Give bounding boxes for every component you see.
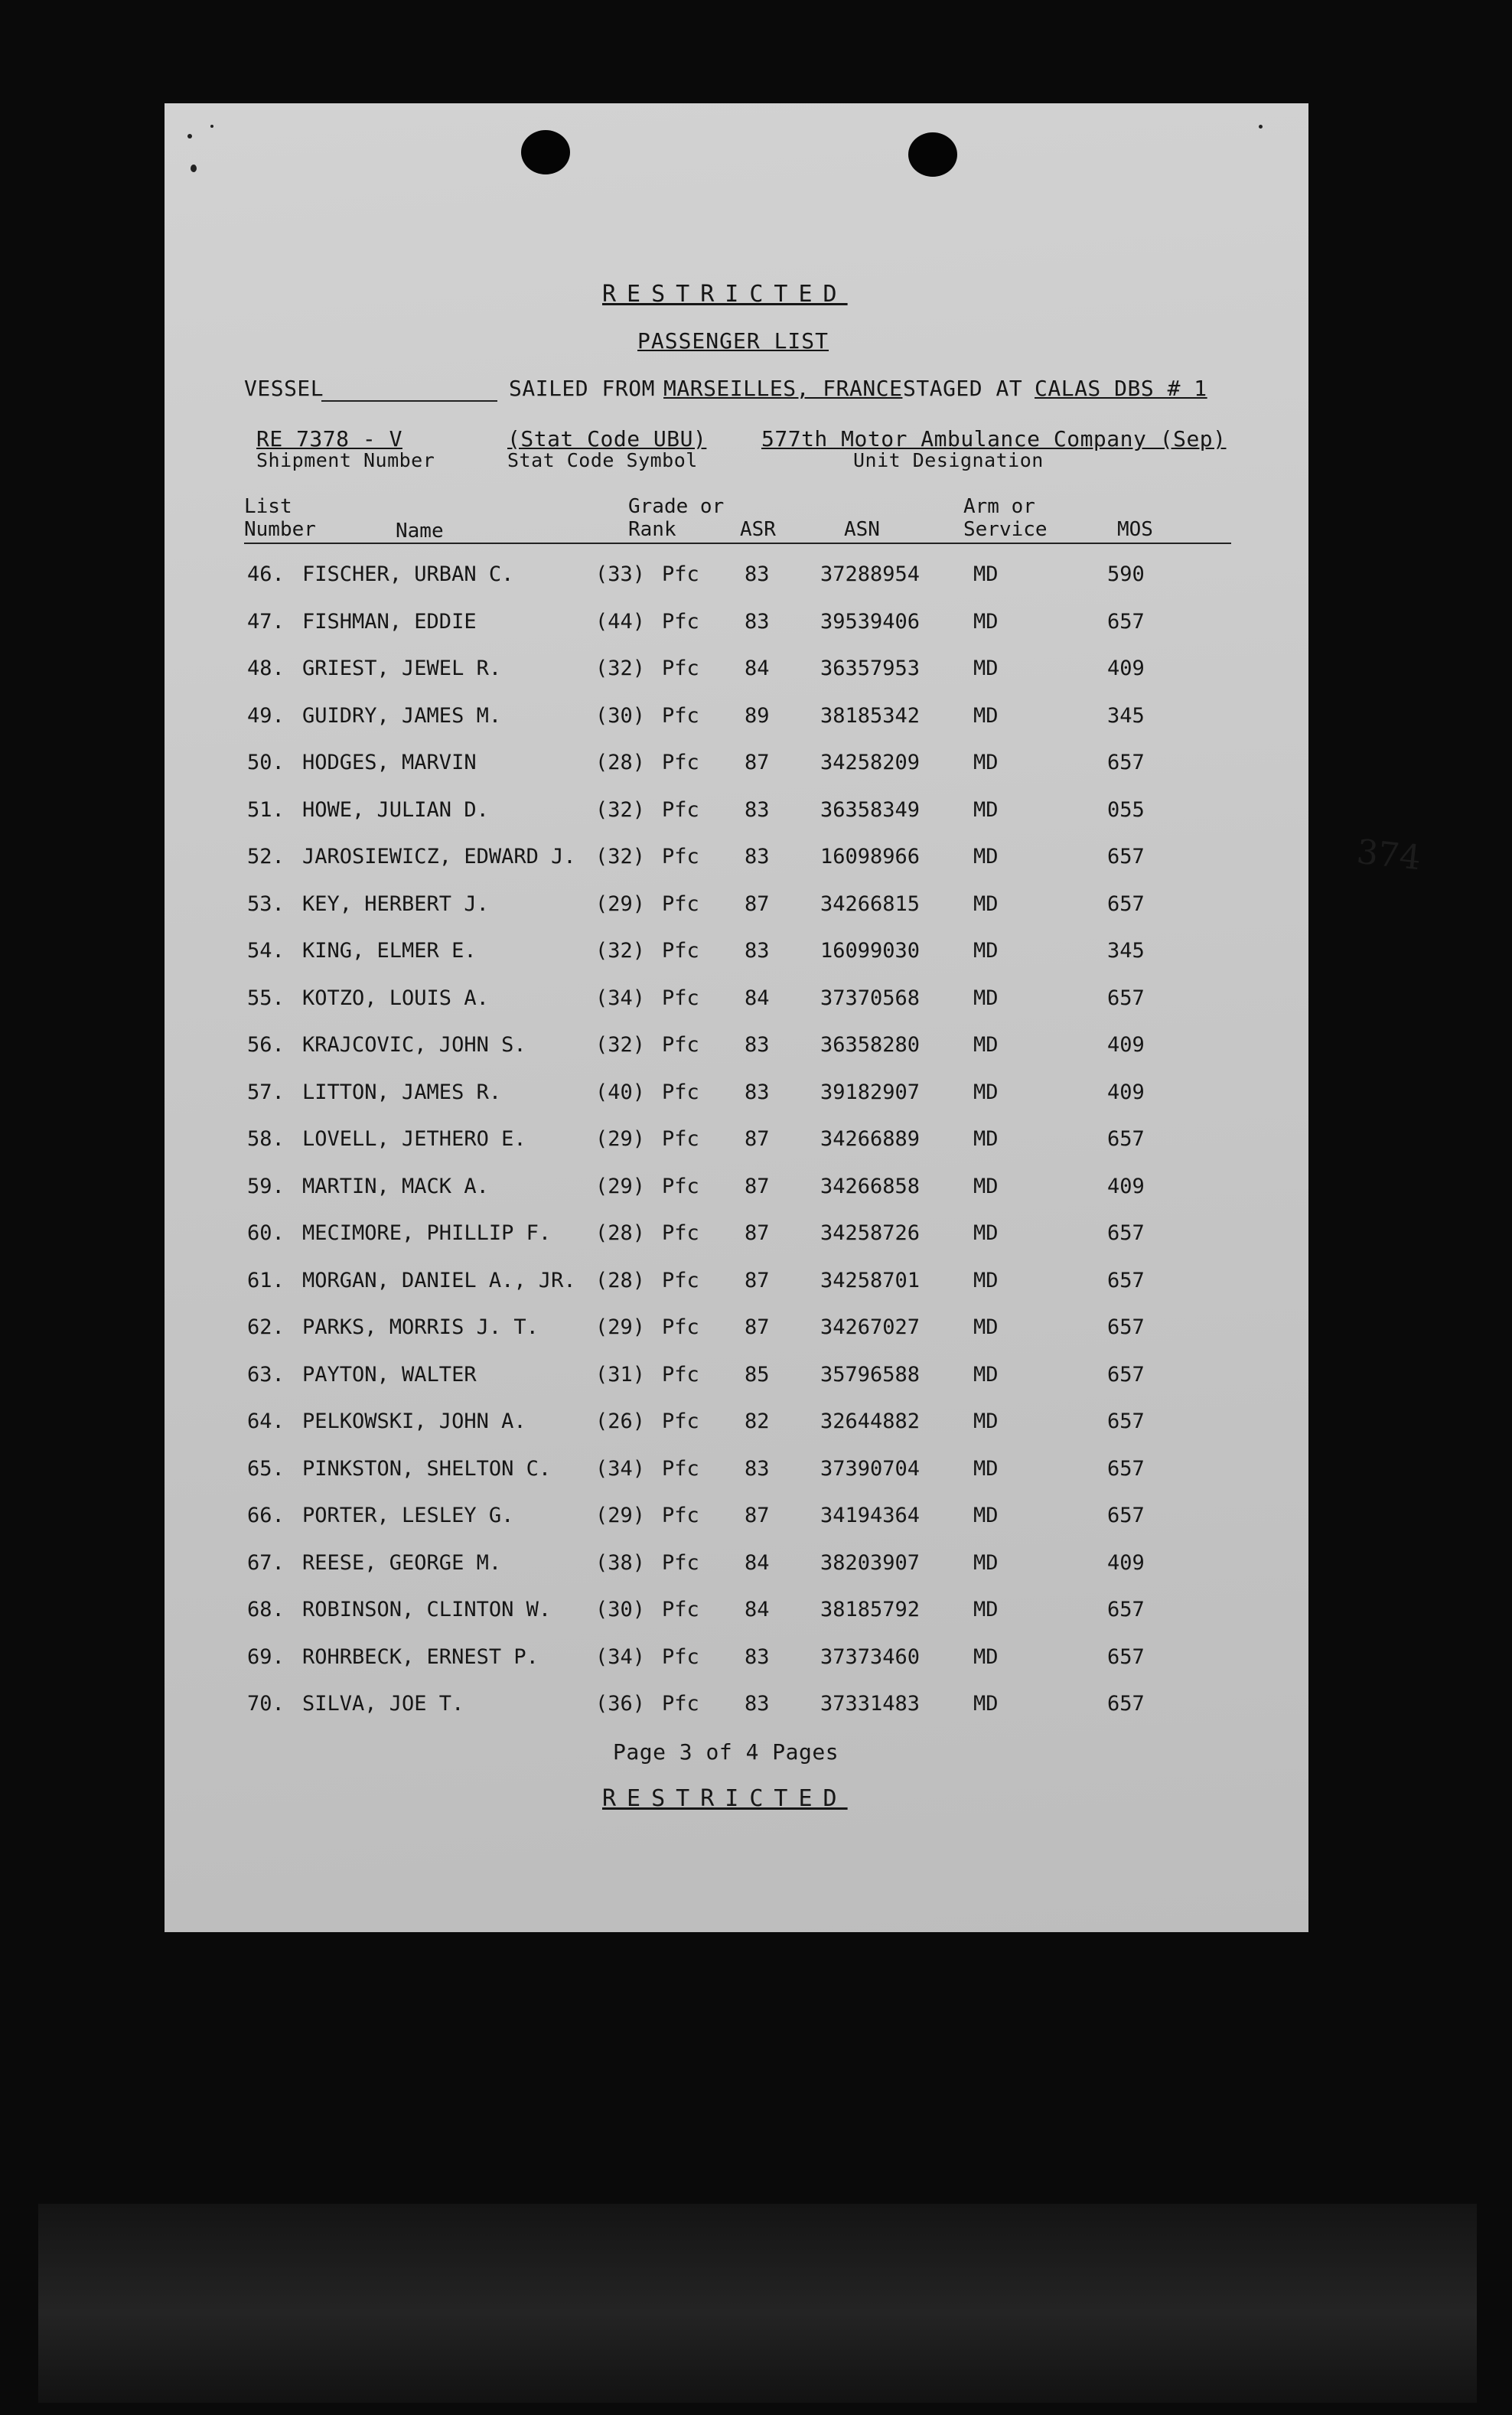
mos-cell: 657: [1107, 1644, 1145, 1669]
rank-cell: Pfc: [662, 1504, 699, 1527]
arm-service-cell: MD: [973, 1174, 999, 1198]
asn-cell: 38203907: [820, 1550, 921, 1575]
table-row: [165, 845, 1308, 875]
rank-cell: Pfc: [662, 891, 699, 916]
col-name: Name: [396, 520, 444, 543]
header-rule: [244, 543, 1231, 544]
asr-cell: 83: [745, 1033, 770, 1057]
passenger-name-cell: KRAJCOVIC, JOHN S.: [302, 1033, 526, 1057]
passenger-name-cell: MARTIN, MACK A.: [302, 1174, 489, 1198]
grade-cell: (30): [595, 703, 646, 728]
table-row: [165, 939, 1308, 970]
grade-cell: (31): [595, 1362, 646, 1387]
asr-cell: 84: [745, 1598, 770, 1621]
grade-cell: (30): [595, 1598, 646, 1621]
list-number-cell: 46.: [247, 562, 285, 586]
passenger-name-cell: HODGES, MARVIN: [302, 751, 477, 774]
asr-cell: 87: [745, 891, 770, 916]
grade-cell: (33): [595, 562, 646, 586]
rank-cell: Pfc: [662, 1598, 699, 1621]
grade-cell: (32): [595, 939, 646, 963]
rank-cell: Pfc: [662, 1221, 699, 1245]
rank-cell: Pfc: [662, 1410, 699, 1433]
sailed-from-label: SAILED FROM: [509, 376, 655, 401]
col-arm: Arm or: [963, 495, 1035, 518]
table-row: [165, 1363, 1308, 1393]
asr-cell: 87: [745, 1315, 770, 1339]
staged-at-value: CALAS DBS # 1: [1035, 376, 1207, 401]
rank-cell: Pfc: [662, 1127, 699, 1151]
asn-cell: 39539406: [820, 609, 921, 634]
arm-service-cell: MD: [973, 797, 999, 822]
list-number-cell: 59.: [247, 1174, 285, 1198]
asr-cell: 87: [745, 1268, 770, 1292]
grade-cell: (44): [595, 609, 646, 634]
grade-cell: (36): [595, 1692, 646, 1716]
grade-cell: (34): [595, 1644, 646, 1669]
asn-cell: 32644882: [820, 1410, 921, 1433]
list-number-cell: 54.: [247, 939, 285, 963]
asr-cell: 82: [745, 1410, 770, 1433]
rank-cell: Pfc: [662, 845, 699, 869]
table-row: [165, 1221, 1308, 1252]
asr-cell: 87: [745, 751, 770, 774]
arm-service-cell: MD: [973, 1033, 999, 1057]
staged-at-label: STAGED AT: [903, 376, 1023, 401]
mos-cell: 409: [1107, 657, 1145, 680]
arm-service-cell: MD: [973, 1692, 999, 1716]
mos-cell: 657: [1107, 1315, 1145, 1339]
rank-cell: Pfc: [662, 562, 699, 586]
list-number-cell: 50.: [247, 751, 285, 774]
grade-cell: (32): [595, 1033, 646, 1057]
table-row: [165, 1645, 1308, 1676]
asn-cell: 16099030: [820, 939, 921, 963]
passenger-name-cell: KEY, HERBERT J.: [302, 891, 489, 916]
document-page: [165, 103, 1423, 1932]
asr-cell: 83: [745, 1080, 770, 1104]
passenger-name-cell: JAROSIEWICZ, EDWARD J.: [302, 845, 576, 869]
table-row: [165, 610, 1308, 640]
asr-cell: 85: [745, 1362, 770, 1387]
list-number-cell: 68.: [247, 1598, 285, 1621]
rank-cell: Pfc: [662, 1550, 699, 1575]
asr-cell: 83: [745, 939, 770, 963]
sailed-from-value: MARSEILLES, FRANCE: [663, 376, 903, 401]
mos-cell: 657: [1107, 609, 1145, 634]
passenger-name-cell: ROHRBECK, ERNEST P.: [302, 1644, 539, 1669]
asr-cell: 83: [745, 845, 770, 869]
arm-service-cell: MD: [973, 1644, 999, 1669]
ink-speck: [210, 125, 213, 128]
mos-cell: 657: [1107, 1410, 1145, 1433]
list-number-cell: 53.: [247, 891, 285, 916]
mos-cell: 657: [1107, 1504, 1145, 1527]
rank-cell: Pfc: [662, 1456, 699, 1481]
list-number-cell: 49.: [247, 703, 285, 728]
rank-cell: Pfc: [662, 1692, 699, 1716]
mos-cell: 657: [1107, 1268, 1145, 1292]
rank-cell: Pfc: [662, 1080, 699, 1104]
passenger-name-cell: PELKOWSKI, JOHN A.: [302, 1410, 526, 1433]
rank-cell: Pfc: [662, 751, 699, 774]
table-row: [165, 1315, 1308, 1346]
passenger-name-cell: MECIMORE, PHILLIP F.: [302, 1221, 552, 1245]
grade-cell: (34): [595, 986, 646, 1010]
asn-cell: 34266858: [820, 1174, 921, 1198]
asn-cell: 37370568: [820, 986, 921, 1010]
mos-cell: 657: [1107, 1692, 1145, 1716]
grade-cell: (38): [595, 1550, 646, 1575]
list-number-cell: 55.: [247, 986, 285, 1010]
mos-cell: 657: [1107, 1127, 1145, 1151]
list-number-cell: 64.: [247, 1410, 285, 1433]
col-asr: ASR: [740, 518, 776, 541]
grade-cell: (28): [595, 1221, 646, 1245]
mos-cell: 409: [1107, 1174, 1145, 1198]
arm-service-cell: MD: [973, 1550, 999, 1575]
rank-cell: Pfc: [662, 657, 699, 680]
arm-service-cell: MD: [973, 703, 999, 728]
mos-cell: 409: [1107, 1080, 1145, 1104]
mos-cell: 657: [1107, 1598, 1145, 1621]
mos-cell: 657: [1107, 845, 1145, 869]
list-number-cell: 62.: [247, 1315, 285, 1339]
list-number-cell: 58.: [247, 1127, 285, 1151]
table-row: [165, 1080, 1308, 1111]
mos-cell: 055: [1107, 797, 1145, 822]
passenger-name-cell: FISHMAN, EDDIE: [302, 609, 477, 634]
asr-cell: 87: [745, 1221, 770, 1245]
table-row: [165, 1692, 1308, 1722]
arm-service-cell: MD: [973, 657, 999, 680]
arm-service-cell: MD: [973, 1598, 999, 1621]
col-grade-2: Rank: [628, 518, 676, 541]
asn-cell: 34266815: [820, 891, 921, 916]
col-arm-2: Service: [963, 518, 1048, 541]
rank-cell: Pfc: [662, 797, 699, 822]
passenger-name-cell: PARKS, MORRIS J. T.: [302, 1315, 539, 1339]
grade-cell: (34): [595, 1456, 646, 1481]
mos-cell: 590: [1107, 562, 1145, 586]
arm-service-cell: MD: [973, 1315, 999, 1339]
passenger-name-cell: SILVA, JOE T.: [302, 1692, 464, 1716]
arm-service-cell: MD: [973, 1080, 999, 1104]
passenger-list-title: PASSENGER LIST: [637, 328, 829, 354]
arm-service-cell: MD: [973, 1268, 999, 1292]
asn-cell: 38185792: [820, 1598, 921, 1621]
list-number-cell: 56.: [247, 1033, 285, 1057]
passenger-name-cell: MORGAN, DANIEL A., JR.: [302, 1268, 576, 1292]
list-number-cell: 47.: [247, 609, 285, 634]
table-row: [165, 1598, 1308, 1628]
asr-cell: 83: [745, 1644, 770, 1669]
rank-cell: Pfc: [662, 1174, 699, 1198]
col-list-number: List: [244, 495, 292, 518]
list-number-cell: 57.: [247, 1080, 285, 1104]
rank-cell: Pfc: [662, 1033, 699, 1057]
table-row: [165, 1127, 1308, 1158]
passenger-name-cell: GRIEST, JEWEL R.: [302, 657, 502, 680]
list-number-cell: 67.: [247, 1550, 285, 1575]
asn-cell: 38185342: [820, 703, 921, 728]
asn-cell: 37288954: [820, 562, 921, 586]
vessel-blank-line: [321, 400, 497, 402]
passenger-name-cell: LITTON, JAMES R.: [302, 1080, 502, 1104]
film-border: [38, 2204, 1477, 2403]
table-row: [165, 1033, 1308, 1064]
arm-service-cell: MD: [973, 986, 999, 1010]
list-number-cell: 51.: [247, 797, 285, 822]
asr-cell: 83: [745, 1692, 770, 1716]
rank-cell: Pfc: [662, 939, 699, 963]
rank-cell: Pfc: [662, 1644, 699, 1669]
table-row: [165, 562, 1308, 593]
asn-cell: 36358280: [820, 1033, 921, 1057]
asr-cell: 87: [745, 1174, 770, 1198]
asn-cell: 39182907: [820, 1080, 921, 1104]
handwritten-page-number: 374: [1354, 832, 1423, 878]
table-row: [165, 1504, 1308, 1534]
asr-cell: 83: [745, 562, 770, 586]
col-mos: MOS: [1117, 518, 1153, 541]
mos-cell: 657: [1107, 1362, 1145, 1387]
grade-cell: (29): [595, 1174, 646, 1198]
table-row: [165, 1175, 1308, 1205]
mos-cell: 345: [1107, 703, 1145, 728]
rank-cell: Pfc: [662, 1268, 699, 1292]
arm-service-cell: MD: [973, 1410, 999, 1433]
arm-service-cell: MD: [973, 562, 999, 586]
table-row: [165, 657, 1308, 687]
mos-cell: 657: [1107, 751, 1145, 774]
passenger-name-cell: REESE, GEORGE M.: [302, 1550, 502, 1575]
passenger-name-cell: HOWE, JULIAN D.: [302, 797, 489, 822]
unit-designation-caption: Unit Designation: [853, 449, 1044, 471]
arm-service-cell: MD: [973, 1504, 999, 1527]
grade-cell: (28): [595, 751, 646, 774]
punch-hole-left: [521, 130, 570, 174]
asr-cell: 89: [745, 703, 770, 728]
passenger-name-cell: KING, ELMER E.: [302, 939, 477, 963]
passenger-name-cell: GUIDRY, JAMES M.: [302, 703, 502, 728]
ink-speck: [191, 165, 197, 172]
grade-cell: (32): [595, 657, 646, 680]
grade-cell: (40): [595, 1080, 646, 1104]
col-grade: Grade or: [628, 495, 725, 518]
mos-cell: 345: [1107, 939, 1145, 963]
asn-cell: 37390704: [820, 1456, 921, 1481]
asn-cell: 35796588: [820, 1362, 921, 1387]
vessel-label: VESSEL: [244, 376, 324, 401]
mos-cell: 409: [1107, 1550, 1145, 1575]
table-row: [165, 798, 1308, 829]
arm-service-cell: MD: [973, 609, 999, 634]
grade-cell: (29): [595, 1127, 646, 1151]
rank-cell: Pfc: [662, 986, 699, 1010]
col-asn: ASN: [844, 518, 880, 541]
grade-cell: (32): [595, 797, 646, 822]
restricted-footer: RESTRICTED: [602, 1785, 848, 1812]
unit-designation: 577th Motor Ambulance Company (Sep): [761, 426, 1227, 451]
grade-cell: (32): [595, 845, 646, 869]
asn-cell: 34258726: [820, 1221, 921, 1245]
ink-speck: [187, 134, 192, 139]
table-row: [165, 1269, 1308, 1299]
mos-cell: 657: [1107, 1456, 1145, 1481]
stat-code-caption: Stat Code Symbol: [507, 449, 698, 471]
passenger-name-cell: PORTER, LESLEY G.: [302, 1504, 514, 1527]
table-row: [165, 1410, 1308, 1440]
asn-cell: 16098966: [820, 845, 921, 869]
asn-cell: 34258209: [820, 751, 921, 774]
grade-cell: (26): [595, 1410, 646, 1433]
arm-service-cell: MD: [973, 891, 999, 916]
table-row: [165, 986, 1308, 1017]
table-row: [165, 892, 1308, 923]
list-number-cell: 65.: [247, 1456, 285, 1481]
grade-cell: (28): [595, 1268, 646, 1292]
list-number-cell: 70.: [247, 1692, 285, 1716]
passenger-name-cell: KOTZO, LOUIS A.: [302, 986, 489, 1010]
asn-cell: 36358349: [820, 797, 921, 822]
mos-cell: 657: [1107, 1221, 1145, 1245]
grade-cell: (29): [595, 891, 646, 916]
list-number-cell: 52.: [247, 845, 285, 869]
asn-cell: 37331483: [820, 1692, 921, 1716]
mos-cell: 657: [1107, 891, 1145, 916]
arm-service-cell: MD: [973, 1456, 999, 1481]
asn-cell: 34194364: [820, 1504, 921, 1527]
table-row: [165, 1457, 1308, 1488]
asr-cell: 83: [745, 609, 770, 634]
ink-speck: [1259, 125, 1263, 129]
asn-cell: 34266889: [820, 1127, 921, 1151]
asr-cell: 84: [745, 986, 770, 1010]
grade-cell: (29): [595, 1504, 646, 1527]
shipment-number-caption: Shipment Number: [256, 449, 435, 471]
list-number-cell: 48.: [247, 657, 285, 680]
col-list-number-2: Number: [244, 518, 316, 541]
asr-cell: 87: [745, 1127, 770, 1151]
list-number-cell: 69.: [247, 1644, 285, 1669]
passenger-name-cell: PAYTON, WALTER: [302, 1362, 477, 1387]
arm-service-cell: MD: [973, 751, 999, 774]
passenger-name-cell: PINKSTON, SHELTON C.: [302, 1456, 552, 1481]
passenger-name-cell: ROBINSON, CLINTON W.: [302, 1598, 552, 1621]
list-number-cell: 60.: [247, 1221, 285, 1245]
asr-cell: 84: [745, 657, 770, 680]
list-number-cell: 66.: [247, 1504, 285, 1527]
asr-cell: 87: [745, 1504, 770, 1527]
passenger-name-cell: LOVELL, JETHERO E.: [302, 1127, 526, 1151]
punch-hole-right: [908, 132, 957, 177]
restricted-heading: RESTRICTED: [602, 281, 848, 308]
asr-cell: 83: [745, 1456, 770, 1481]
shipment-number: RE 7378 - V: [256, 426, 402, 451]
table-row: [165, 751, 1308, 781]
page-number: Page 3 of 4 Pages: [613, 1739, 839, 1765]
asn-cell: 37373460: [820, 1644, 921, 1669]
list-number-cell: 61.: [247, 1268, 285, 1292]
rank-cell: Pfc: [662, 1315, 699, 1339]
list-number-cell: 63.: [247, 1362, 285, 1387]
table-row: [165, 1551, 1308, 1582]
asn-cell: 34258701: [820, 1268, 921, 1292]
asr-cell: 83: [745, 797, 770, 822]
arm-service-cell: MD: [973, 1362, 999, 1387]
arm-service-cell: MD: [973, 1221, 999, 1245]
asr-cell: 84: [745, 1550, 770, 1575]
mos-cell: 409: [1107, 1033, 1145, 1057]
asn-cell: 34267027: [820, 1315, 921, 1339]
passenger-name-cell: FISCHER, URBAN C.: [302, 562, 514, 586]
arm-service-cell: MD: [973, 1127, 999, 1151]
rank-cell: Pfc: [662, 1362, 699, 1387]
asn-cell: 36357953: [820, 657, 921, 680]
table-row: [165, 704, 1308, 735]
stat-code: (Stat Code UBU): [507, 426, 707, 451]
rank-cell: Pfc: [662, 703, 699, 728]
arm-service-cell: MD: [973, 845, 999, 869]
arm-service-cell: MD: [973, 939, 999, 963]
grade-cell: (29): [595, 1315, 646, 1339]
rank-cell: Pfc: [662, 609, 699, 634]
mos-cell: 657: [1107, 986, 1145, 1010]
